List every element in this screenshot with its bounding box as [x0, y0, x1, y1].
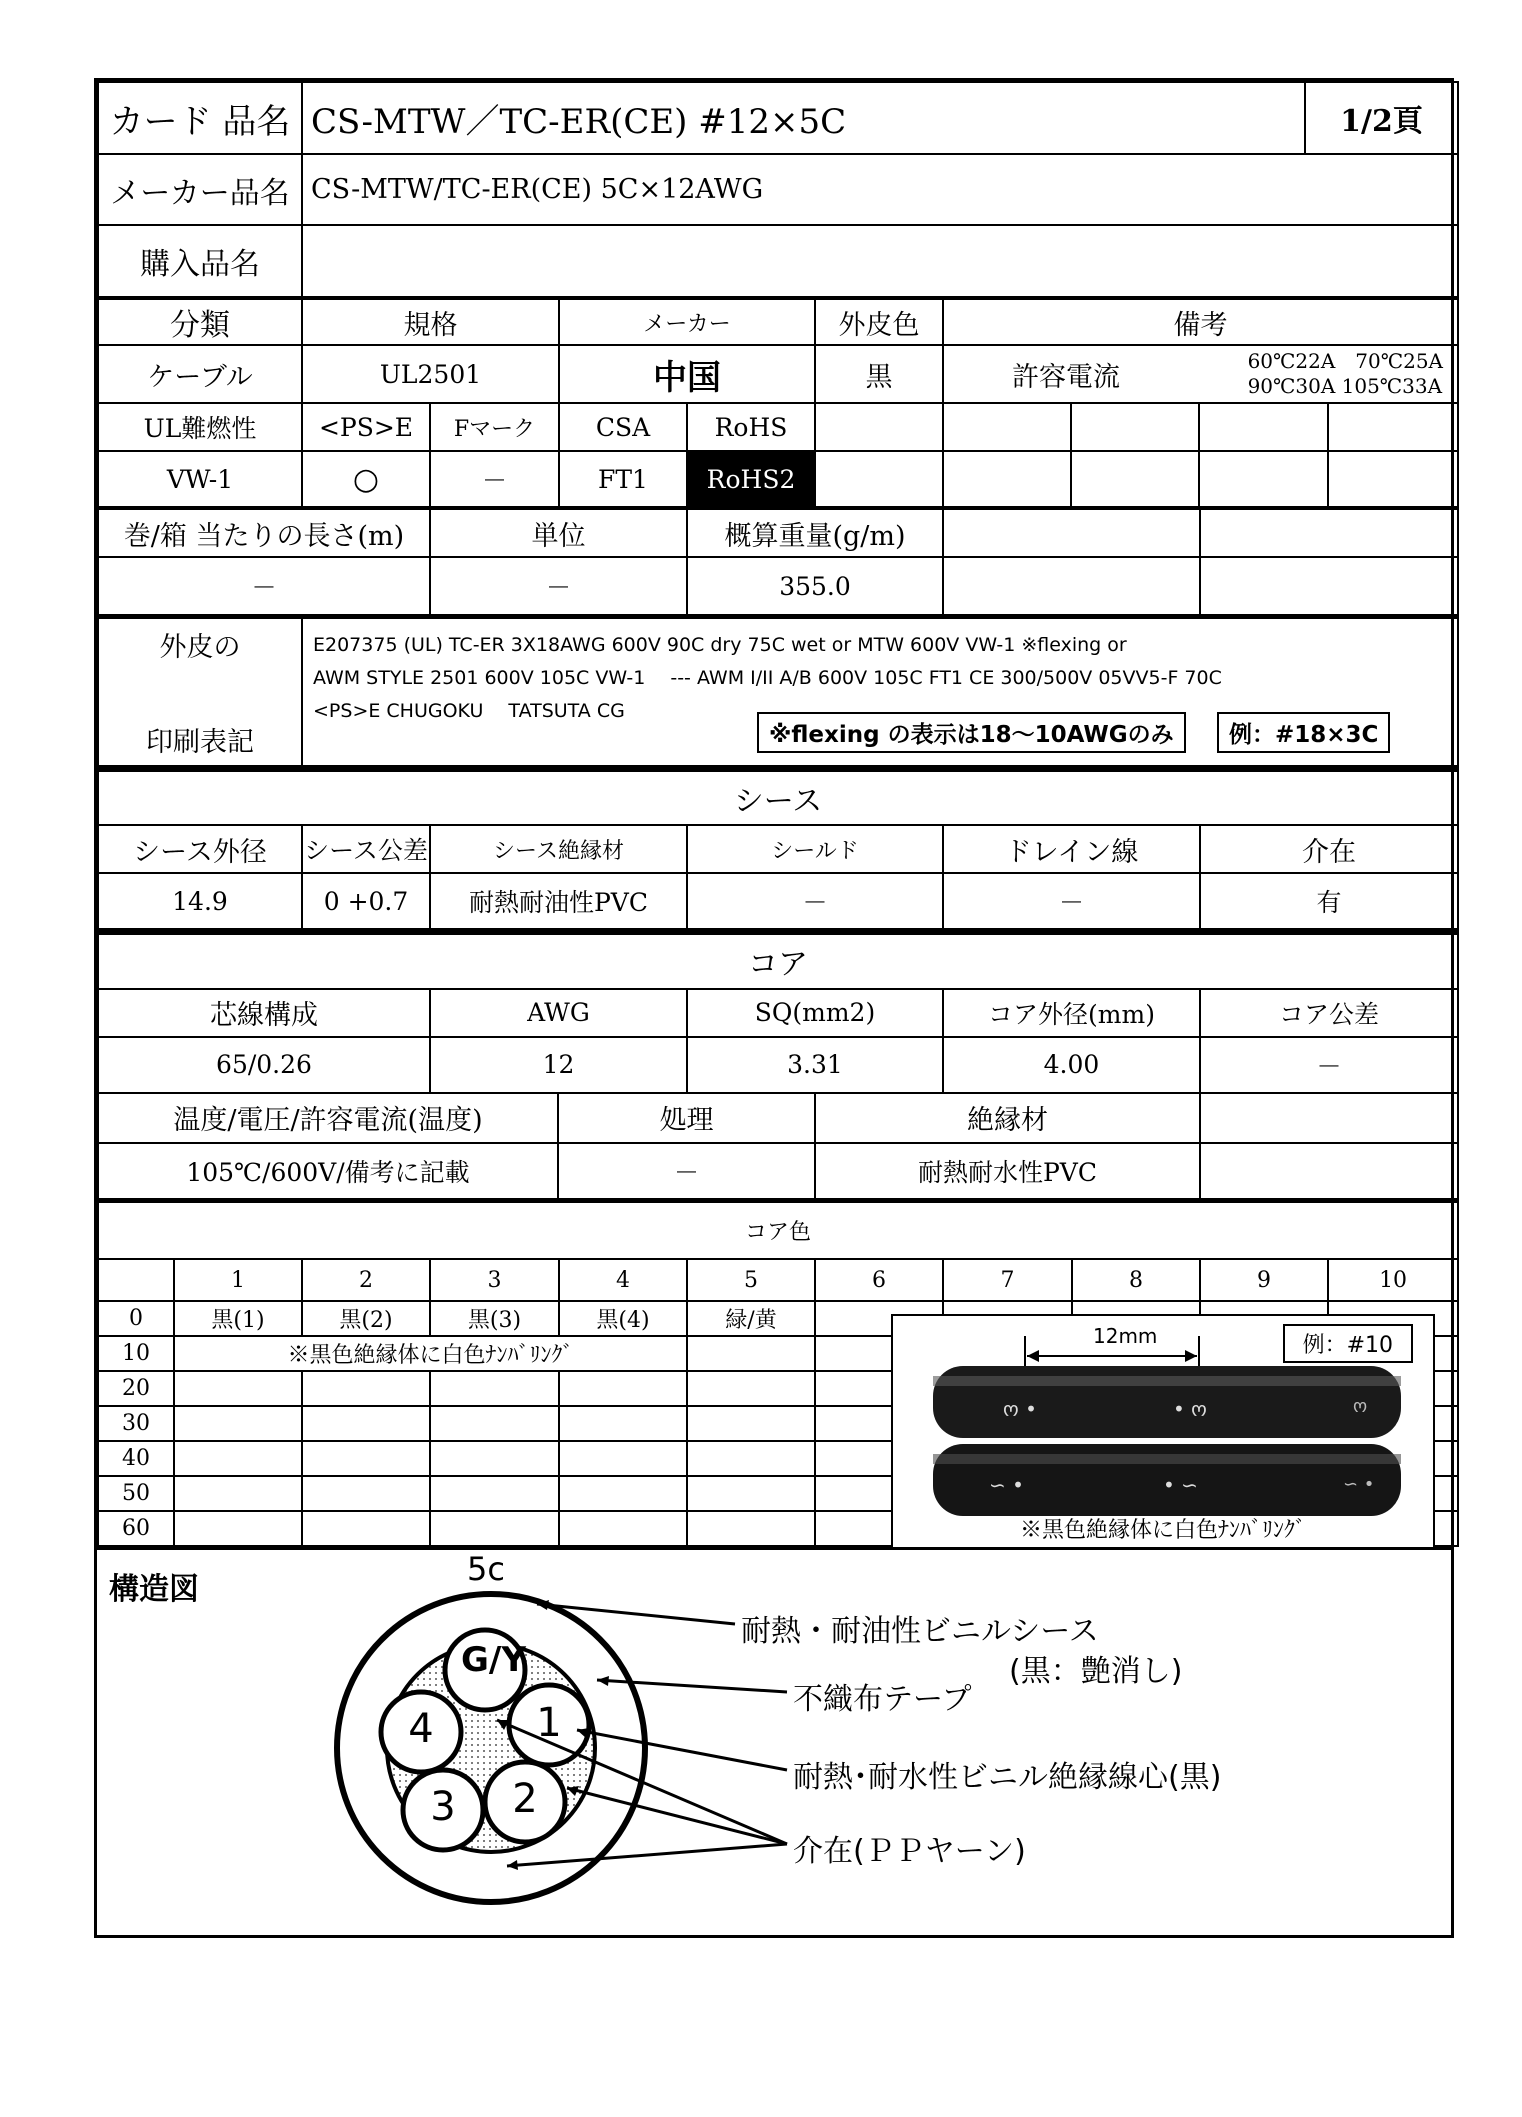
- print-example: 例：#18×3C: [1217, 712, 1390, 753]
- label-insulated-core: 耐熱･耐水性ビニル絶縁線心(黒): [793, 1760, 1222, 1795]
- sq-header: SQ(mm2): [687, 989, 943, 1037]
- f-mark-value: －: [430, 451, 559, 507]
- std-value: UL2501: [302, 345, 559, 403]
- drain-header: ドレイン線: [943, 825, 1200, 873]
- core-color-col: 3: [430, 1259, 559, 1301]
- core-color-col: 1: [174, 1259, 302, 1301]
- core-color-cell: 黒(4): [559, 1301, 687, 1336]
- core-color-row: 30: [98, 1406, 174, 1441]
- numbering-note: ※黒色絶縁体に白色ﾅﾝﾊﾞﾘﾝｸﾞ: [174, 1336, 687, 1371]
- core-color-col: 5: [687, 1259, 815, 1301]
- pse-value: ○: [302, 451, 430, 507]
- note-label: 許容電流: [1012, 361, 1120, 393]
- core-color-row: 40: [98, 1441, 174, 1476]
- spec-table: [97, 298, 1459, 508]
- sq-value: 3.31: [687, 1037, 943, 1093]
- core-color-col: 10: [1328, 1259, 1458, 1301]
- core-tol-header: コア公差: [1200, 989, 1458, 1037]
- core-gy-label: G/Y: [461, 1640, 526, 1680]
- sheath-tol-header: シース公差: [302, 825, 430, 873]
- card-name-label: カード 品名: [98, 82, 302, 154]
- header-table: [97, 81, 1459, 155]
- unit-value: －: [430, 557, 687, 615]
- core-color-title: コア色: [98, 1201, 1458, 1259]
- shield-header: シールド: [687, 825, 943, 873]
- cable-strand-top: [933, 1366, 1401, 1438]
- label-sheath-note: (黒：艶消し): [1009, 1654, 1183, 1689]
- awg-header: AWG: [430, 989, 687, 1037]
- current-ratings: [1248, 349, 1443, 399]
- print-label: [98, 618, 302, 766]
- core-color-cell: 黒(3): [430, 1301, 559, 1336]
- cable-strand-bottom: [933, 1444, 1401, 1516]
- f-mark-header: Fマーク: [430, 403, 559, 451]
- core-color-col: 6: [815, 1259, 943, 1301]
- core-color-row: 10: [98, 1336, 174, 1371]
- shield-value: －: [687, 873, 943, 929]
- sheath-od-header: シース外径: [98, 825, 302, 873]
- length-header: 巻/箱 当たりの長さ(m): [98, 509, 430, 557]
- structure-section: [97, 1547, 1451, 1928]
- note-header: 備考: [943, 299, 1458, 345]
- photo-example: 例：#10: [1283, 1324, 1413, 1363]
- core-color-col: 4: [559, 1259, 687, 1301]
- core-color-col: 8: [1072, 1259, 1200, 1301]
- svg-text:∽ •: ∽ •: [989, 1472, 1024, 1497]
- maker-table: [97, 155, 1459, 298]
- current-rating-line1: 60℃22A 70℃25A: [1247, 349, 1443, 373]
- sheath-table: [97, 767, 1459, 931]
- print-line3: <PS>E CHUGOKU TATSUTA CG: [313, 700, 625, 722]
- weight-value: 355.0: [687, 557, 943, 615]
- awg-value: 12: [430, 1037, 687, 1093]
- csa-value: FT1: [559, 451, 687, 507]
- print-line2: AWM STYLE 2501 600V 105C VW-1 --- AWM I/II A/B 600V 105C FT1 CE 300/500V 05VV5-F 70C: [313, 667, 1222, 689]
- core-color-col: 7: [943, 1259, 1072, 1301]
- cable-photo-panel: [891, 1314, 1435, 1550]
- print-marking: [302, 618, 1458, 766]
- process-value: －: [558, 1143, 815, 1199]
- sheath-tol-value: 0 +0.7: [302, 873, 430, 929]
- sheath-ins-value: 耐熱耐油性PVC: [430, 873, 687, 929]
- core-color-cell: 緑/黄: [687, 1301, 815, 1336]
- core-color-col: 9: [1200, 1259, 1328, 1301]
- color-value: 黒: [815, 345, 943, 403]
- rating-header: 温度/電圧/許容電流(温度): [98, 1093, 558, 1143]
- print-label-bottom: 印刷表記: [146, 726, 254, 758]
- core-color-row: 50: [98, 1476, 174, 1511]
- maker-name-label: メーカー品名: [98, 155, 302, 225]
- svg-text:ო •: ო •: [1003, 1396, 1037, 1421]
- filler-value: 有: [1200, 873, 1458, 929]
- card-name: CS-MTW／TC-ER(CE) #12×5C: [302, 82, 1305, 154]
- filler-header: 介在: [1200, 825, 1458, 873]
- label-sheath: 耐熱・耐油性ビニルシース: [741, 1614, 1099, 1649]
- drain-value: －: [943, 873, 1200, 929]
- csa-header: CSA: [559, 403, 687, 451]
- svg-text:• ∽: • ∽: [1163, 1472, 1198, 1497]
- core-color-col: 2: [302, 1259, 430, 1301]
- photo-caption: ※黒色絶縁体に白色ﾅﾝﾊﾞﾘﾝｸﾞ: [1019, 1517, 1306, 1543]
- process-header: 処理: [558, 1093, 815, 1143]
- core-1-label: 1: [536, 1700, 562, 1746]
- structure-title: 構造図: [109, 1572, 199, 1607]
- sheath-ins-header: シース絶縁材: [430, 825, 687, 873]
- class-header: 分類: [98, 299, 302, 345]
- purchase-name-label: 購入品名: [98, 225, 302, 297]
- pse-header: <PS>E: [302, 403, 430, 451]
- length-value: －: [98, 557, 430, 615]
- print-label-top: 外皮の: [159, 632, 241, 663]
- structure-diagram-title: 5c: [467, 1550, 505, 1588]
- core-ins-header: 絶縁材: [815, 1093, 1200, 1143]
- note-value: [943, 345, 1458, 403]
- core-3-label: 3: [430, 1784, 456, 1830]
- core-title: コア: [98, 933, 1458, 989]
- maker-value: 中国: [559, 345, 815, 403]
- print-table: [97, 616, 1459, 767]
- maker-header: メーカー: [559, 299, 815, 345]
- svg-text:ო: ო: [1353, 1395, 1368, 1417]
- flexing-note: ※flexing の表示は18～10AWGのみ: [757, 712, 1186, 753]
- weight-header: 概算重量(g/m): [687, 509, 943, 557]
- core-od-header: コア外径(mm): [943, 989, 1200, 1037]
- purchase-name: [302, 225, 1458, 297]
- color-header: 外皮色: [815, 299, 943, 345]
- print-line1: E207375 (UL) TC-ER 3X18AWG 600V 90C dry 75C wet or MTW 600V VW-1 ※flexing or: [313, 634, 1127, 656]
- maker-name: CS-MTW/TC-ER(CE) 5C×12AWG: [302, 155, 1458, 225]
- sheath-od-value: 14.9: [98, 873, 302, 929]
- core-ins-value: 耐熱耐水性PVC: [815, 1143, 1200, 1199]
- rohs-header: RoHS: [687, 403, 815, 451]
- svg-text:• ო: • ო: [1173, 1396, 1207, 1421]
- label-tape: 不織布テープ: [793, 1682, 972, 1717]
- core-color-row: 20: [98, 1371, 174, 1406]
- core-2-label: 2: [512, 1776, 538, 1822]
- sheath-title: シース: [98, 769, 1458, 825]
- core-comp-value: 65/0.26: [98, 1037, 430, 1093]
- spec-sheet: [94, 78, 1454, 1938]
- svg-text:∽ •: ∽ •: [1343, 1473, 1375, 1495]
- current-rating-line2: 90℃30A 105℃33A: [1247, 374, 1443, 398]
- core-color-row: 0: [98, 1301, 174, 1336]
- core-color-row: 60: [98, 1511, 174, 1546]
- length-table: [97, 508, 1459, 616]
- rating-value: 105℃/600V/備考に記載: [98, 1143, 558, 1199]
- ul-flame-value: VW-1: [98, 451, 302, 507]
- core-comp-header: 芯線構成: [98, 989, 430, 1037]
- core-od-value: 4.00: [943, 1037, 1200, 1093]
- rohs-value: RoHS2: [687, 451, 815, 507]
- class-value: ケーブル: [98, 345, 302, 403]
- photo-dimension: 12mm: [1093, 1323, 1158, 1348]
- core-4-label: 4: [408, 1706, 434, 1752]
- page-number: 1/2頁: [1305, 82, 1458, 154]
- core-tol-value: －: [1200, 1037, 1458, 1093]
- core-table: [97, 930, 1459, 1200]
- label-filler: 介在(ＰＰヤーン): [793, 1834, 1026, 1869]
- core-color-cell: 黒(1): [174, 1301, 302, 1336]
- unit-header: 単位: [430, 509, 687, 557]
- ul-flame-header: UL難燃性: [98, 403, 302, 451]
- std-header: 規格: [302, 299, 559, 345]
- core-color-cell: 黒(2): [302, 1301, 430, 1336]
- core-color-section: [97, 1200, 1451, 1548]
